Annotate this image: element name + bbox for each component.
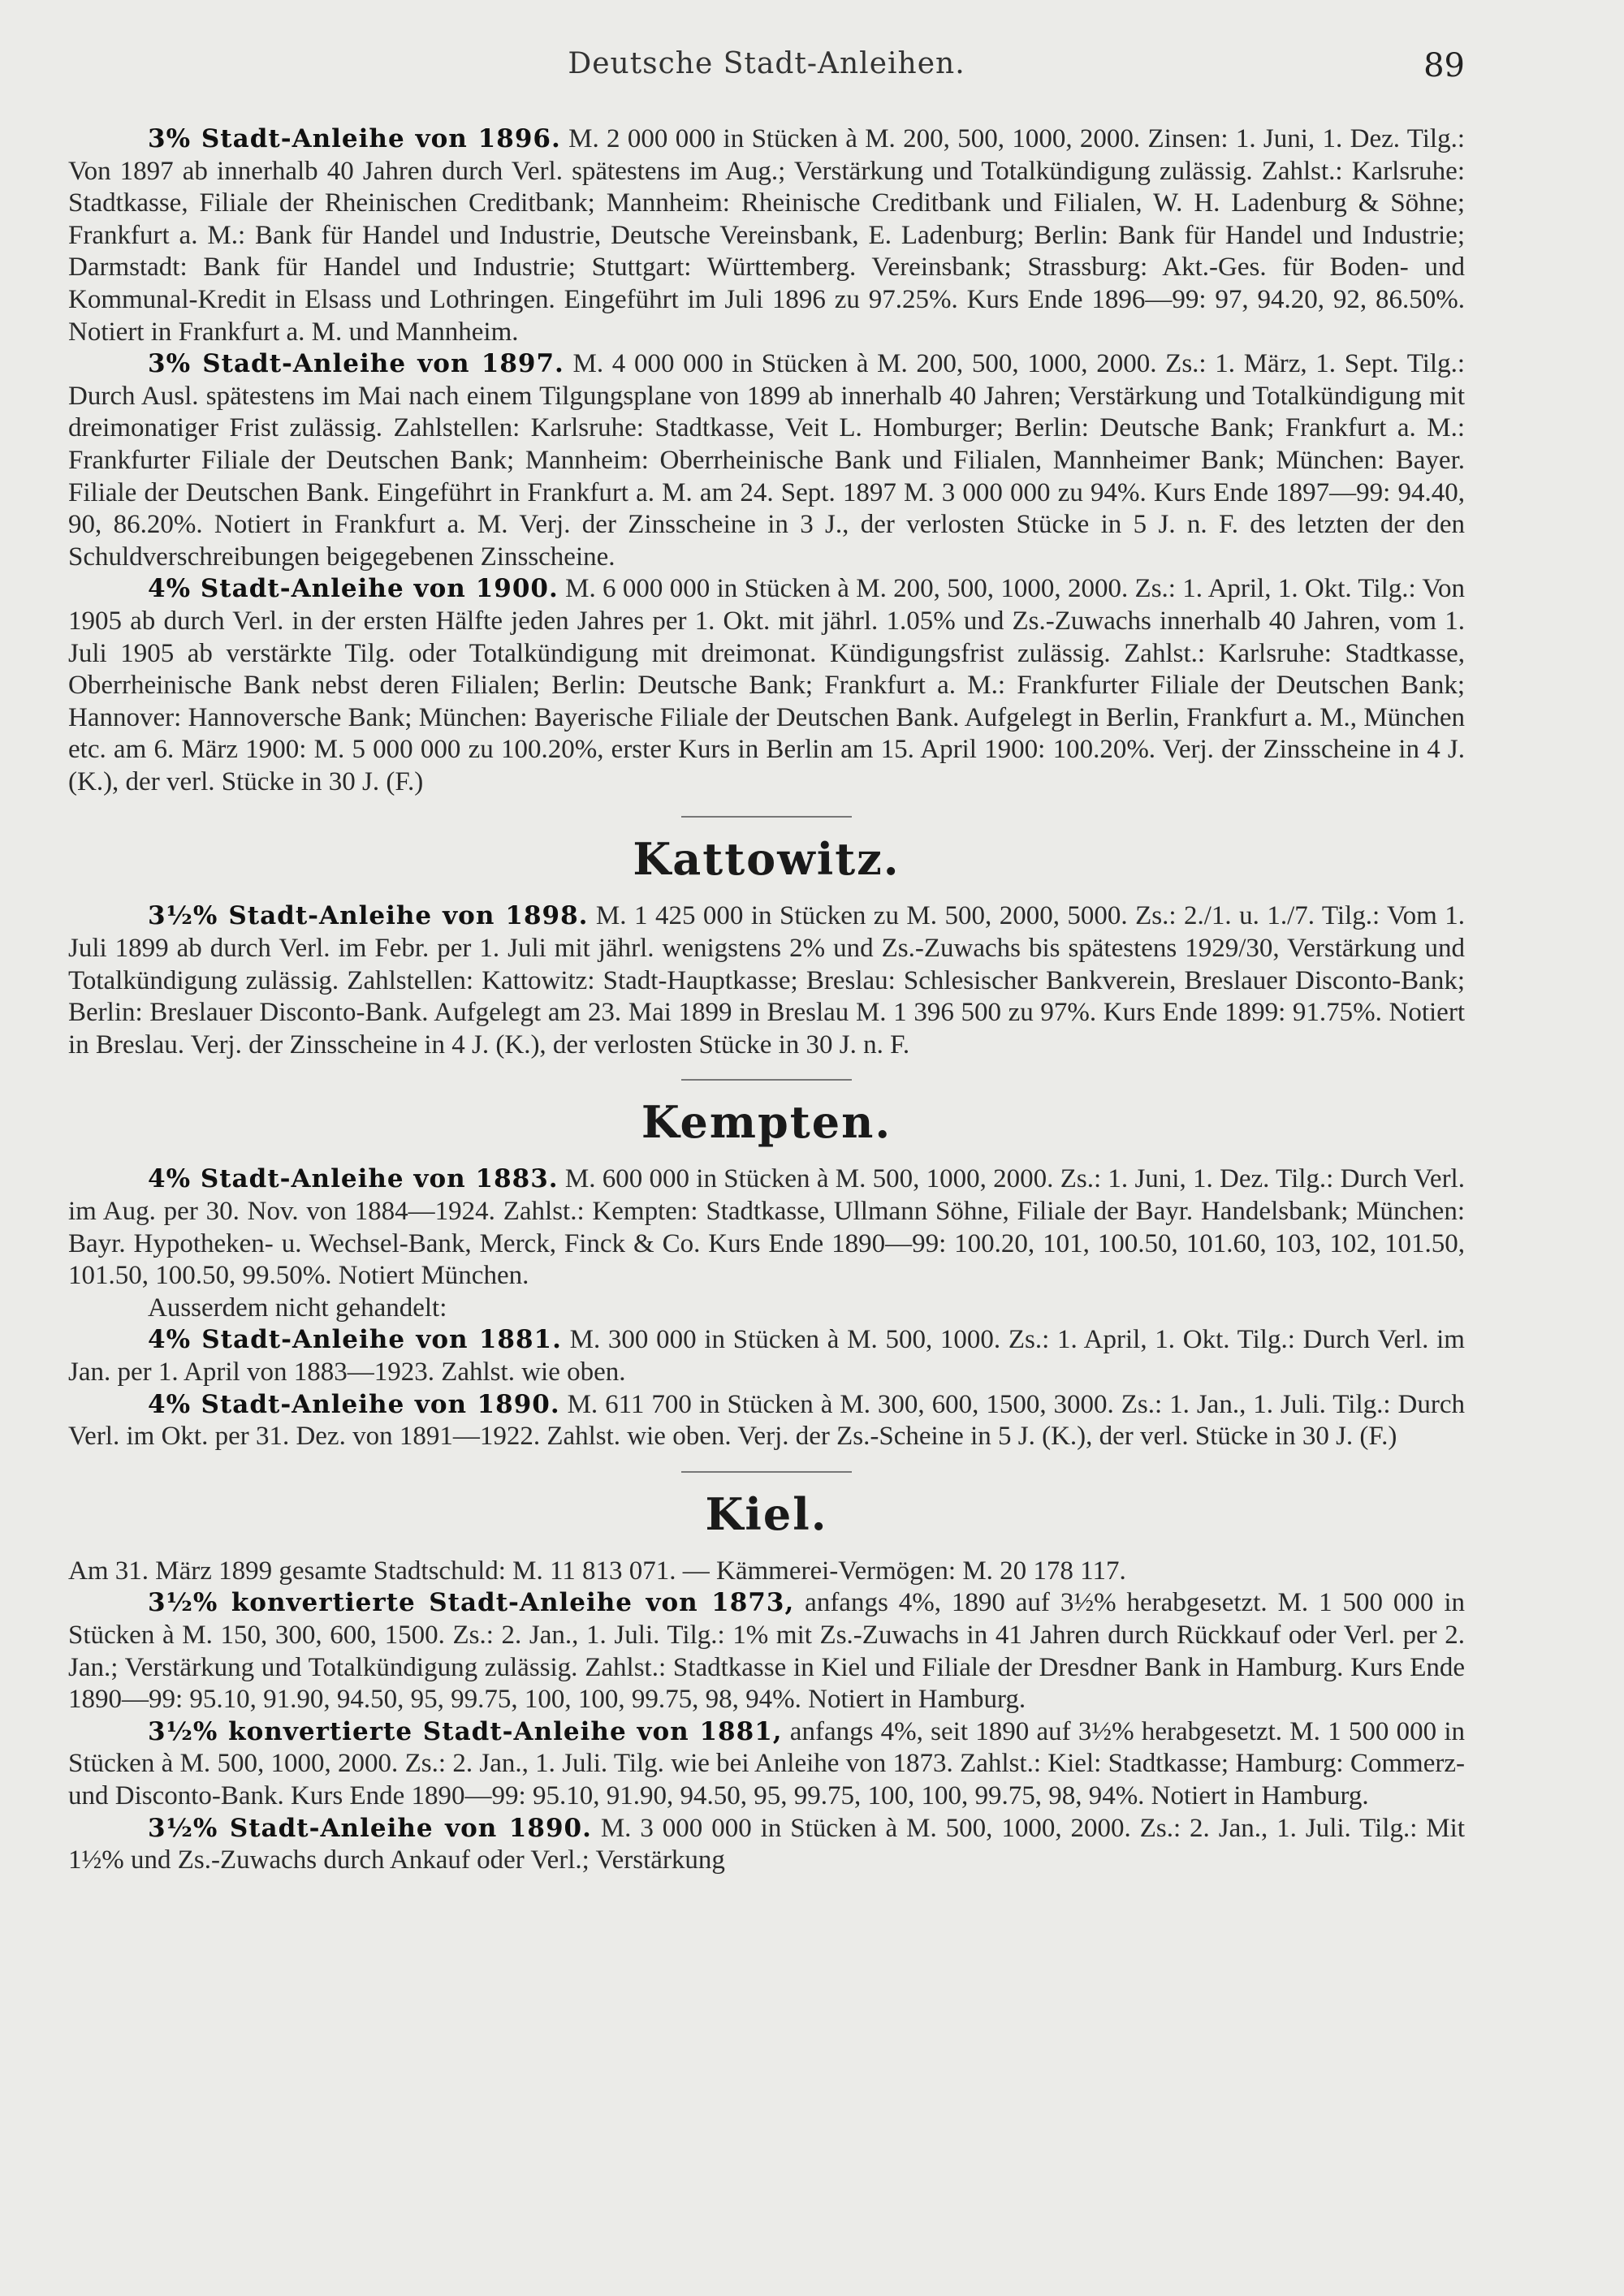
bond-text: anfangs 4%, 1890 auf 3½% herabgesetzt. M. 1 500 000 in Stücken à M. 150, 300, 600, 1500. Zs.: 2. Jan., 1. Juli. Tilg.: 1% mit Zs.-Zuwachs in 41 Jahren durch Rückkauf oder Verl. per 2. Jan.; Verstärkung und Totalkündigung zulässig. Zahlst.: Stadtkasse in Kiel und Filiale der Dresdner Bank in Hamburg. Kurs Ende 1890—99: 95.10, 91.90, 94.50, 95, 99.75, 100, 100, 99.75, 98, 94%. Notiert in Hamburg. [68, 1588, 1465, 1715]
bond-text: M. 6 000 000 in Stücken à M. 200, 500, 1000, 2000. Zs.: 1. April, 1. Okt. Tilg.: Von 1905 ab durch Verl. in der ersten Hälfte jeden Jahres per 1. Okt. mit jährl. 1.05% und Zs.-Zuwachs innerhalb 40 Jahren, vom 1. Juli 1905 ab verstärkte Tilg. oder Totalkündigung mit dreimonat. Kündigungsfrist zulässig. Zahlst.: Karlsruhe: Stadtkasse, Oberrheinische Bank nebst deren Filialen; Berlin: Deutsche Bank; Frankfurt a. M.: Frankfurter Filiale der Deutschen Bank; Hannover: Hannoversche Bank; München: Bayerische Filiale der Deutschen Bank. Aufgelegt in Berlin, Frankfurt a. M., München etc. am 6. März 1900: M. 5 000 000 zu 100.20%, erster Kurs in Berlin am 15. April 1900: 100.20%. Verj. der Zinsscheine in 4 J. (K.), der verl. Stücke in 30 J. (F.) [68, 574, 1465, 796]
note-not-traded: Ausserdem nicht gehandelt: [148, 1293, 447, 1323]
bond-text: M. 2 000 000 in Stücken à M. 200, 500, 1000, 2000. Zinsen: 1. Juni, 1. Dez. Tilg.: Von 1897 ab innerhalb 40 Jahren durch Verl. spätestens im Aug.; Verstärkung und Totalkündigung zulässig. Zahlst.: Karlsruhe: Stadtkasse, Filiale der Rheinischen Creditbank; Mannheim: Rheinische Creditbank und Filialen, W. H. Ladenburg & Söhne; Frankfurt a. M.: Bank für Handel und Industrie, Deutsche Vereinsbank, E. Ladenburg; Berlin: Bank für Handel und Industrie; Darmstadt: Bank für Handel und Industrie; Stuttgart: Württemberg. Vereinsbank; Strassburg: Akt.-Ges. für Boden- und Kommunal-Kredit in Elsass und Lothringen. Eingeführt im Juli 1896 zu 97.25%. Kurs Ende 1896—99: 97, 94.20, 92, 86.50%. Notiert in Frankfurt a. M. und Mannheim. [68, 124, 1465, 347]
bond-title: 4% Stadt-Anleihe von 1890. [148, 1389, 560, 1419]
section-divider [681, 816, 852, 818]
city-heading-kempten: Kempten. [641, 1096, 892, 1149]
bond-entry-1897 [68, 348, 1465, 573]
bond-text: anfangs 4%, seit 1890 auf 3½% herabgesetzt. M. 1 500 000 in Stücken à M. 500, 1000, 2000. Zs.: 2. Jan., 1. Juli. Tilg. wie bei Anleihe von 1873. Zahlst.: Kiel: Stadtkasse; Hamburg: Commerz- und Disconto-Bank. Kurs Ende 1890—99: 95.10, 91.90, 94.50, 95, 99.75, 100, 100, 99.75, 98, 94%. Notiert in Hamburg. [68, 1716, 1465, 1810]
page-number: 89 [1423, 47, 1465, 84]
bond-title: 3% Stadt-Anleihe von 1897. [148, 349, 564, 379]
bond-text: M. 4 000 000 in Stücken à M. 200, 500, 1000, 2000. Zs.: 1. März, 1. Sept. Tilg.: Durch Ausl. spätestens im Mai nach einem Tilgungsplane von 1899 ab innerhalb 40 Jahren; Verstärkung und Totalkündigung mit dreimonatiger Frist zulässig. Zahlstellen: Karlsruhe: Stadtkasse, Veit L. Homburger; Berlin: Deutsche Bank; Frankfurt a. M.: Frankfurter Filiale der Deutschen Bank; Mannheim: Oberrheinische Bank und Filialen, Mannheimer Bank; München: Bayer. Filiale der Deutschen Bank. Eingeführt in Frankfurt a. M. am 24. Sept. 1897 M. 3 000 000 zu 94%. Kurs Ende 1897—99: 94.40, 90, 86.20%. Notiert in Frankfurt a. M. Verj. der Zinsscheine in 3 J., der verlosten Stücke in 5 J. n. F. des letzten der den Schuldverschreibungen beigegebenen Zinsscheine. [68, 349, 1465, 572]
bond-entry-kempten-1883 [68, 1163, 1465, 1292]
bond-text: M. 600 000 in Stücken à M. 500, 1000, 2000. Zs.: 1. Juni, 1. Dez. Tilg.: Durch Verl. im Aug. per 30. Nov. von 1884—1924. Zahlst.: Kempten: Stadtkasse, Ullmann Söhne, Filiale der Bayr. Handelsbank; München: Bayr. Hypotheken- u. Wechsel-Bank, Merck, Finck & Co. Kurs Ende 1890—99: 100.20, 101, 100.50, 101.60, 103, 102, 101.50, 101.50, 100.50, 99.50%. Notiert München. [68, 1164, 1465, 1291]
bond-title: 4% Stadt-Anleihe von 1900. [148, 574, 559, 604]
bond-entry-kempten-1881 [68, 1324, 1465, 1388]
bond-entry-kattowitz-1898 [68, 900, 1465, 1061]
section-divider [681, 1079, 852, 1081]
section-divider [681, 1471, 852, 1473]
city-heading-kattowitz: Kattowitz. [633, 833, 901, 886]
city-heading-kiel: Kiel. [705, 1487, 828, 1540]
running-title: Deutsche Stadt-Anleihen. [568, 47, 965, 80]
bond-entry-kempten-1890 [68, 1389, 1465, 1453]
bond-title: 3½% Stadt-Anleihe von 1890. [148, 1813, 592, 1843]
bond-title: 4% Stadt-Anleihe von 1881. [148, 1325, 562, 1355]
bond-text: M. 3 000 000 in Stücken à M. 500, 1000, 2000. Zs.: 2. Jan., 1. Juli. Tilg.: Mit 1½% und Zs.-Zuwachs durch Ankauf oder Verl.; Verstärkung [68, 1813, 1465, 1875]
bond-entry-kiel-1873 [68, 1587, 1465, 1716]
bond-text: M. 1 425 000 in Stücken zu M. 500, 2000, 5000. Zs.: 2./1. u. 1./7. Tilg.: Vom 1. Juli 1899 ab durch Verl. im Febr. per 1. Juli mit jährl. wenigstens 2% und Zs.-Zuwachs bis spätestens 1929/30, Verstärkung und Totalkündigung zulässig. Zahlstellen: Kattowitz: Stadt-Hauptkasse; Breslau: Schlesischer Bankverein, Breslauer Disconto-Bank; Berlin: Breslauer Disconto-Bank. Aufgelegt am 23. Mai 1899 in Breslau M. 1 396 500 zu 97%. Kurs Ende 1899: 91.75%. Notiert in Breslau. Verj. der Zinsscheine in 4 J. (K.), der verlosten Stücke in 30 J. n. F. [68, 901, 1465, 1060]
page-content [68, 123, 1465, 1877]
bond-entry-1900 [68, 573, 1465, 798]
bond-title: 3½% konvertierte Stadt-Anleihe von 1873, [148, 1588, 795, 1618]
bond-title: 3½% konvertierte Stadt-Anleihe von 1881, [148, 1716, 783, 1746]
bond-title: 3½% Stadt-Anleihe von 1898. [148, 901, 589, 931]
kiel-debt-summary: Am 31. März 1899 gesamte Stadtschuld: M. 11 813 071. — Kämmerei-Vermögen: M. 20 178 117. [68, 1556, 1126, 1586]
bond-text: M. 300 000 in Stücken à M. 500, 1000. Zs.: 1. April, 1. Okt. Tilg.: Durch Verl. im Jan. per 1. April von 1883—1923. Zahlst. wie oben. [68, 1325, 1465, 1387]
bond-entry-kiel-1890 [68, 1813, 1465, 1877]
bond-title: 4% Stadt-Anleihe von 1883. [148, 1164, 559, 1194]
bond-title: 3% Stadt-Anleihe von 1896. [148, 124, 561, 153]
bond-entry-1896 [68, 123, 1465, 348]
bond-entry-kiel-1881 [68, 1716, 1465, 1813]
page-header [68, 47, 1465, 83]
bond-text: M. 611 700 in Stücken à M. 300, 600, 1500, 3000. Zs.: 1. Jan., 1. Juli. Tilg.: Durch Verl. im Okt. per 31. Dez. von 1891—1922. Zahlst. wie oben. Verj. der Zs.-Scheine in 5 J. (K.), der verl. Stücke in 30 J. (F.) [68, 1389, 1465, 1452]
